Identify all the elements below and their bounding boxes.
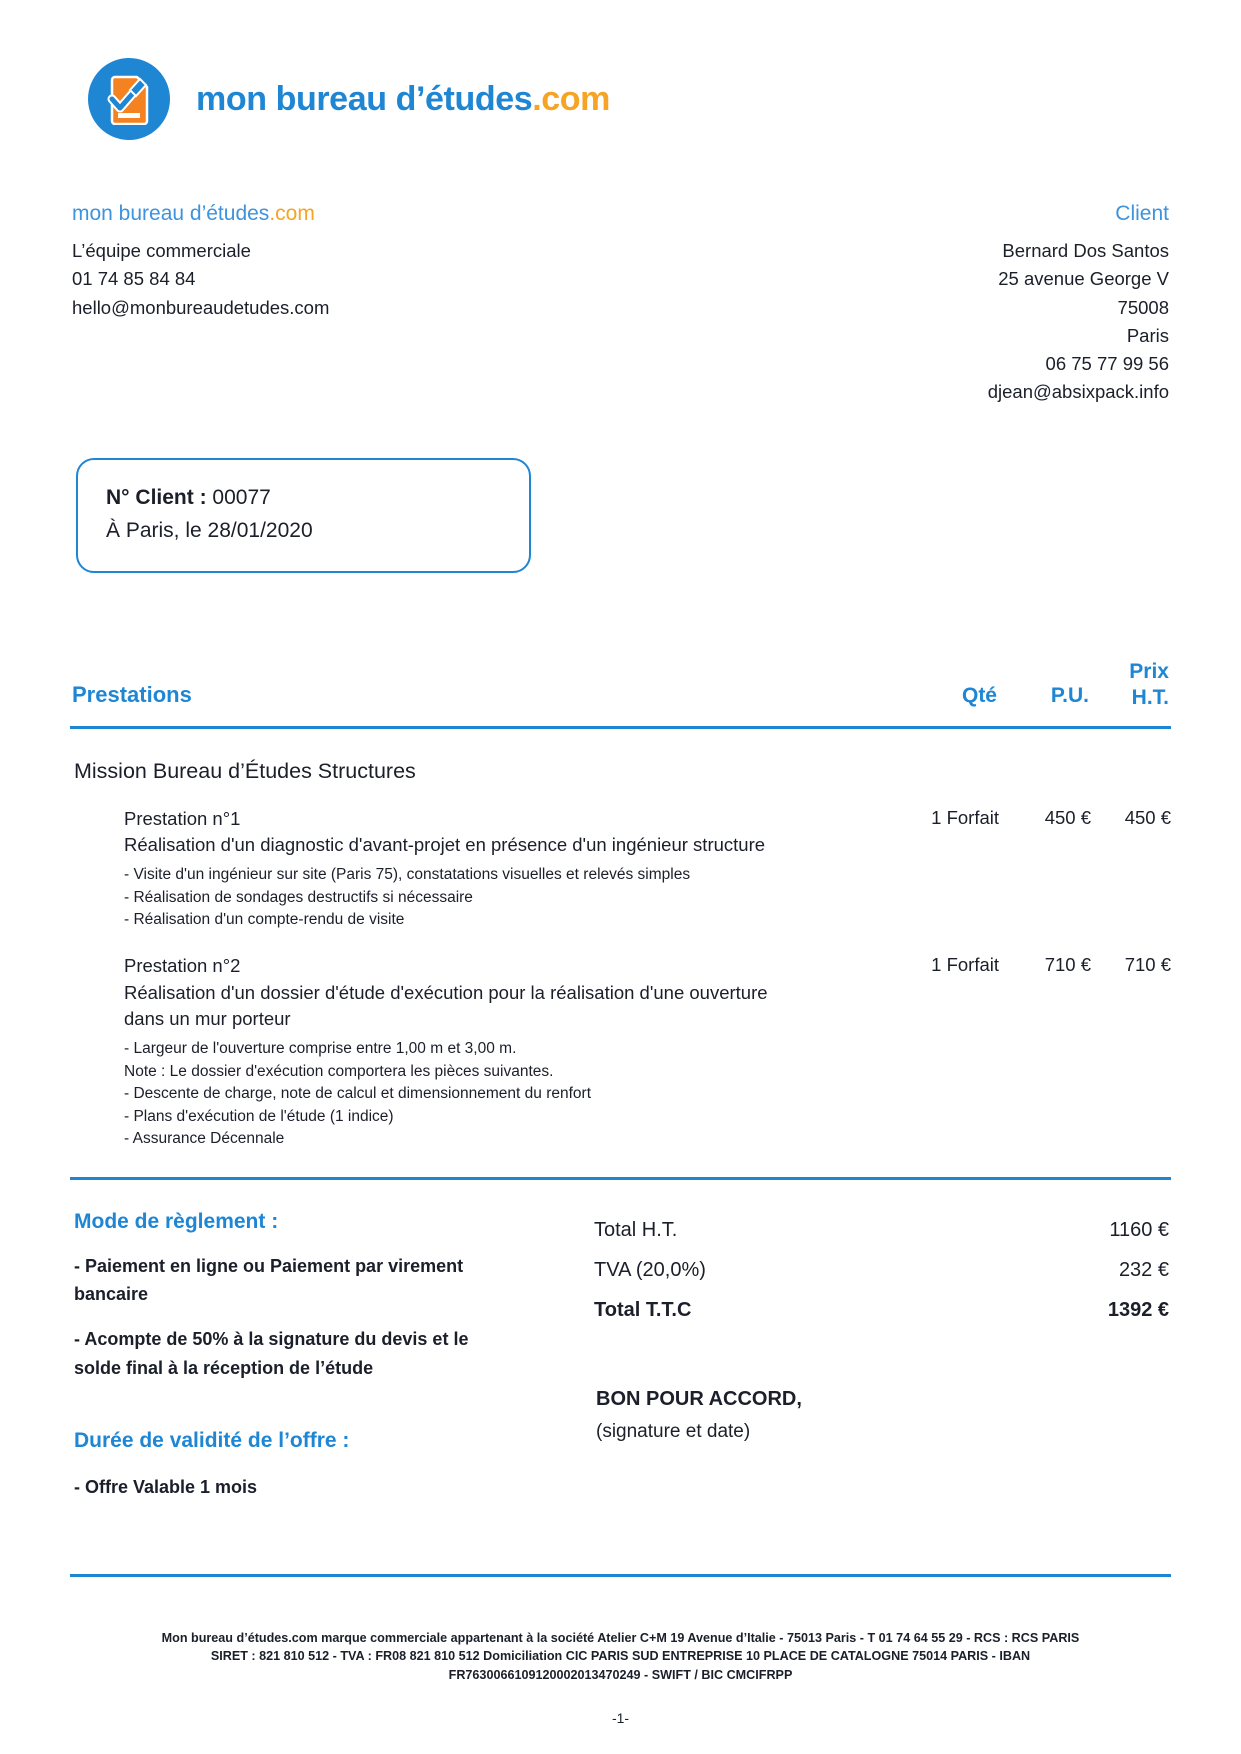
column-header-prestations: Prestations bbox=[72, 681, 192, 707]
client-number-value: 00077 bbox=[212, 485, 271, 509]
address-block bbox=[70, 200, 1171, 406]
item-bullet: - Réalisation de sondages destructifs si nécessaire bbox=[124, 888, 473, 906]
column-header-prix-ht bbox=[1089, 659, 1169, 712]
item-bullet: - Réalisation d'un compte-rendu de visite bbox=[124, 911, 405, 929]
item-bullet: - Plans d'exécution de l'étude (1 indice) bbox=[124, 1107, 394, 1125]
column-header-qte: Qté bbox=[961, 683, 997, 707]
total-row bbox=[594, 1210, 1171, 1250]
sender-line: hello@monbureaudetudes.com bbox=[72, 296, 330, 318]
footer-line: SIRET : 821 810 512 - TVA : FR08 821 810 512 Domiciliation CIC PARIS SUD ENTREPRISE 10 PLACE DE CATALOGNE 75014 PARIS - IBAN bbox=[210, 1649, 1031, 1664]
divider-after-items bbox=[70, 1177, 1171, 1180]
total-value: 1392 € bbox=[1107, 1298, 1169, 1321]
item-bullet: - Descente de charge, note de calcul et dimensionnement du renfort bbox=[124, 1085, 591, 1103]
table-row bbox=[70, 953, 1171, 1150]
item-bullet-list bbox=[124, 864, 891, 931]
item-unit-price: 710 € bbox=[1044, 954, 1091, 976]
document-check-icon bbox=[106, 73, 152, 125]
item-total-price: 450 € bbox=[1124, 806, 1171, 828]
validity-line: - Offre Valable 1 mois bbox=[74, 1476, 258, 1497]
sender-title-main: mon bureau d’études bbox=[72, 202, 270, 225]
item-total-price: 710 € bbox=[1124, 954, 1171, 976]
item-description: Réalisation d'un dossier d'étude d'exécution pour la réalisation d'une ouverture dans un mur porteur bbox=[124, 981, 768, 1030]
payment-heading: Mode de règlement : bbox=[74, 1209, 279, 1233]
client-line: Paris bbox=[1126, 324, 1169, 346]
signature-area bbox=[594, 1388, 1171, 1443]
item-content bbox=[70, 953, 891, 1150]
client-line: djean@absixpack.info bbox=[987, 380, 1169, 402]
column-header-pu: P.U. bbox=[1050, 683, 1089, 707]
client-number-label: N° Client : bbox=[106, 485, 207, 509]
client-heading: Client bbox=[1115, 202, 1169, 225]
prestations-table-header bbox=[70, 659, 1171, 729]
client-block bbox=[988, 200, 1169, 406]
client-line: Bernard Dos Santos bbox=[1002, 240, 1169, 262]
item-content bbox=[70, 806, 891, 932]
logo-wordmark bbox=[196, 80, 610, 119]
quote-date: À Paris, le 28/01/2020 bbox=[106, 518, 313, 542]
client-line: 25 avenue George V bbox=[998, 268, 1169, 290]
item-bullet: Note : Le dossier d'exécution comportera les pièces suivantes. bbox=[124, 1062, 554, 1080]
logo-mark bbox=[88, 58, 170, 140]
totals-block bbox=[574, 1210, 1171, 1518]
sender-title bbox=[72, 200, 329, 227]
payment-terms bbox=[70, 1210, 574, 1518]
sender-line: L’équipe commerciale bbox=[72, 240, 251, 262]
footer-line: Mon bureau d’études.com marque commerciale appartenant à la société Atelier C+M 19 Avenue d’Italie - 75013 Paris - T 01 74 64 55 29 - RCS : RCS PARIS bbox=[161, 1630, 1080, 1645]
signature-title: BON POUR ACCORD, bbox=[596, 1387, 802, 1410]
logo-wordmark-tld: .com bbox=[532, 79, 610, 118]
brand-header bbox=[70, 0, 1171, 140]
total-label: Total T.T.C bbox=[594, 1298, 692, 1321]
column-header-prix-line2: H.T. bbox=[1131, 686, 1169, 710]
item-description: Réalisation d'un diagnostic d'avant-projet en présence d'un ingénieur structure bbox=[124, 833, 766, 855]
signature-subtitle: (signature et date) bbox=[596, 1420, 751, 1442]
total-row bbox=[594, 1250, 1171, 1290]
footer-line: FR7630066109120002013470249 - SWIFT / BIC CMCIFRPP bbox=[448, 1667, 793, 1682]
item-bullet: - Assurance Décennale bbox=[124, 1130, 285, 1148]
validity-heading: Durée de validité de l’offre : bbox=[74, 1428, 350, 1452]
client-number-row bbox=[106, 482, 501, 515]
payment-and-totals bbox=[70, 1210, 1171, 1518]
item-quantity: 1 Forfait bbox=[931, 954, 999, 976]
sender-block bbox=[72, 200, 329, 406]
item-unit-price: 450 € bbox=[1044, 806, 1091, 828]
page-number: -1- bbox=[611, 1710, 630, 1727]
mission-section-title: Mission Bureau d’Études Structures bbox=[74, 758, 416, 783]
sender-line: 01 74 85 84 84 bbox=[72, 268, 196, 290]
item-title: Prestation n°2 bbox=[124, 955, 241, 977]
sender-title-tld: .com bbox=[269, 202, 315, 225]
legal-footer bbox=[70, 1629, 1171, 1685]
item-bullet-list bbox=[124, 1038, 891, 1150]
client-reference-box bbox=[76, 458, 531, 573]
total-row bbox=[594, 1290, 1171, 1330]
column-header-prix-line1: Prix bbox=[1129, 660, 1169, 684]
divider-before-footer bbox=[70, 1574, 1171, 1577]
total-label: TVA (20,0%) bbox=[594, 1258, 706, 1281]
client-line: 75008 bbox=[1117, 296, 1169, 318]
item-quantity: 1 Forfait bbox=[931, 806, 999, 828]
item-bullet: - Visite d'un ingénieur sur site (Paris 75), constatations visuelles et relevés simples bbox=[124, 866, 691, 884]
client-line: 06 75 77 99 56 bbox=[1045, 352, 1169, 374]
table-row bbox=[70, 806, 1171, 932]
total-label: Total H.T. bbox=[594, 1218, 678, 1241]
logo-wordmark-main: mon bureau d’études bbox=[196, 79, 533, 118]
total-value: 232 € bbox=[1118, 1258, 1169, 1281]
item-title: Prestation n°1 bbox=[124, 807, 241, 829]
total-value: 1160 € bbox=[1109, 1218, 1169, 1241]
payment-line: - Acompte de 50% à la signature du devis et le solde final à la réception de l’étude bbox=[74, 1329, 469, 1379]
item-bullet: - Largeur de l'ouverture comprise entre 1,00 m et 3,00 m. bbox=[124, 1040, 517, 1058]
payment-line: - Paiement en ligne ou Paiement par virement bancaire bbox=[74, 1255, 464, 1305]
